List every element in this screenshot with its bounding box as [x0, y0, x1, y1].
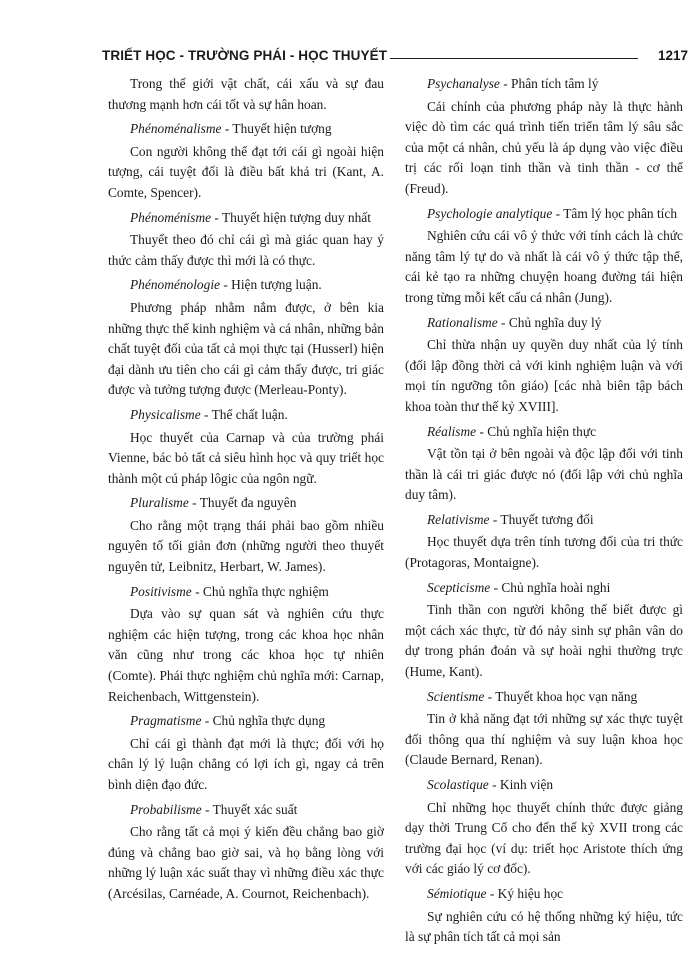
- entry-term: Psychanalyse: [427, 76, 500, 91]
- entry-heading: [108, 119, 384, 140]
- entry-body: Cái chính của phương pháp này là thực hành việc dò tìm các quá trình tiến triển tâm lý sâu sắc của một cá nhân, chủ yếu là áp dụng vào việc điều trị các rối loạn tinh thần và tinh thần - cơ thể (Freud).: [405, 98, 683, 196]
- running-header: [102, 48, 688, 70]
- entry-heading: [405, 74, 683, 95]
- entry-heading: [108, 493, 384, 514]
- entry-separator: -: [484, 688, 496, 704]
- entry-separator: -: [188, 495, 200, 511]
- entry-term: Scepticisme: [427, 579, 491, 595]
- entry-meaning: Thuyết tương đối: [500, 511, 594, 527]
- entry-meaning: Chủ nghĩa thực nghiệm: [202, 583, 329, 599]
- right-column: [405, 74, 683, 964]
- entry-meaning: Thuyết hiện tượng: [232, 121, 332, 137]
- page-number: 1217: [657, 48, 688, 63]
- entry-heading: [405, 313, 683, 334]
- entry-meaning: Kinh viện: [499, 777, 554, 792]
- entry-body: Học thuyết dựa trên tính tương đối của tri thức (Protagoras, Montaigne).: [405, 534, 683, 571]
- entry-body: Nghiên cứu cái vô ý thức với tính cách là chức năng tâm lý tự do và nhất là cái vô ý thức tập thể, cái kẻ tạo ra những chuyện hoang đường tái hiện trong từng mỗi kết cấu cá nhân (Jung).: [405, 228, 683, 305]
- entry-meaning: Thể chất luận.: [211, 406, 288, 422]
- entry-separator: -: [476, 423, 488, 439]
- entry-separator: -: [200, 406, 212, 422]
- entry-heading: [405, 510, 683, 531]
- entry-separator: -: [488, 777, 500, 792]
- entry-meaning: Ký hiệu học: [497, 885, 564, 901]
- entry-heading: [108, 711, 384, 732]
- entry-separator: -: [497, 314, 509, 330]
- entry-meaning: Phân tích tâm lý: [511, 76, 599, 91]
- entry-heading: [405, 884, 683, 905]
- entry-term: Physicalisme: [130, 406, 201, 422]
- entry-separator: -: [499, 76, 512, 91]
- entry-body: Thuyết theo đó chỉ cái gì mà giác quan hay ý thức cảm thấy được thì mới là có thực.: [108, 232, 384, 268]
- entry-term: Relativisme: [427, 511, 490, 527]
- entry-body: Vật tồn tại ở bên ngoài và độc lập đối với tinh thần là cái tri giác được nó (đối lập với chủ nghĩa duy tâm).: [405, 446, 683, 503]
- entry-separator: -: [191, 583, 203, 599]
- entry-meaning: Thuyết xác suất: [212, 801, 298, 817]
- entry-meaning: Chủ nghĩa hiện thực: [487, 423, 597, 439]
- entry-term: Rationalisme: [427, 314, 498, 330]
- entry-body: Chỉ thừa nhận uy quyền duy nhất của lý tính (đối lập đồng thời cả với kinh nghiệm luận và với mọi tín ngưỡng tôn giáo) [các nhà biên tập bách khoa toàn thư thế kỷ XVIII].: [405, 337, 683, 414]
- entry-heading: [108, 800, 384, 821]
- entry-term: Positivisme: [130, 583, 192, 599]
- entry-term: Réalisme: [427, 423, 477, 439]
- entry-body: Chỉ những học thuyết chính thức được giảng dạy thời Trung Cổ cho đến thế kỷ XVII trong các trường đại học (ví dụ: triết học Aristote thích ứng với các giáo lý cơ đốc).: [405, 799, 683, 877]
- entry-heading: [405, 687, 683, 708]
- entry-meaning: Chủ nghĩa duy lý: [508, 314, 602, 330]
- entry-body: Cho rằng tất cả mọi ý kiến đều chẳng bao giờ đúng và chẳng bao giờ sai, và họ bằng lòng với những lý luận xác suất thay vì những điều xác thực (Arcésilas, Carnéade, A. Cournot, Reichenbach).: [108, 824, 384, 901]
- entry-body: Trong thế giới vật chất, cái xấu và sự đau thương mạnh hơn cái tốt và sự hân hoan.: [108, 76, 384, 112]
- entry-body: Học thuyết của Carnap và của trường phái Vienne, bác bỏ tất cả siêu hình học và quy triết học thành một cú pháp lôgic của ngôn ngữ.: [108, 429, 384, 486]
- entry-term: Phénoménalisme: [130, 121, 222, 137]
- entry-term: Probabilisme: [130, 801, 202, 817]
- entry-body: Con người không thể đạt tới cái gì ngoài hiện tượng, cái tuyệt đối là điều bất khả tri (Kant, A. Comte, Spencer).: [108, 143, 384, 200]
- running-header-title: TRIẾT HỌC - TRƯỜNG PHÁI - HỌC THUYẾT: [102, 48, 388, 63]
- entry-separator: -: [552, 205, 564, 221]
- left-column: [108, 74, 384, 964]
- entry-term: Pluralisme: [130, 495, 189, 511]
- entry-body: Dựa vào sự quan sát và nghiên cứu thực nghiệm các hiện tượng, trong các khoa học nhân văn cũng như trong các khoa học tự nhiên (Comte). Phái thực nghiệm chủ nghĩa mới: Carnap, Reichenbach, Wittgenstein).: [108, 606, 384, 704]
- entry-body: Chỉ cái gì thành đạt mới là thực; đối với họ chân lý lý luận chẳng có lợi ích gì, ngay cả trên bình diện đạo đức.: [108, 735, 384, 792]
- entry-term: Phénoménologie: [130, 277, 220, 293]
- entry-separator: -: [201, 801, 213, 817]
- entry-body: Phương pháp nhằm nắm được, ở bên kia những thực thể kinh nghiệm và cá nhân, những bản chất tuyệt đối của tất cả mọi thực tại (Husserl) hiện đại dành ưu tiên cho cái gì cảm thấy được, tri giác được và tưởng tượng được (Merleau-Ponty).: [108, 299, 384, 398]
- entry-term: Scientisme: [427, 688, 485, 704]
- entry-term: Psychologie analytique: [427, 205, 553, 221]
- entry-meaning: Thuyết hiện tượng duy nhất: [222, 209, 371, 225]
- entry-meaning: Tâm lý học phân tích: [563, 205, 678, 221]
- entry-heading: [405, 578, 683, 599]
- entry-term: Sémiotique: [427, 885, 487, 901]
- entry-body: Cho rằng một trạng thái phải bao gồm nhiều nguyên tố tối giản đơn (những người theo thuyết nguyên tử, Leibnitz, Herbart, W. James).: [108, 517, 384, 575]
- entry-separator: -: [490, 579, 502, 595]
- entry-heading: [108, 405, 384, 426]
- entry-separator: -: [211, 209, 222, 225]
- entry-body: Tin ở khả năng đạt tới những sự xác thực tuyệt đối thông qua thí nghiệm và suy luận khoa học (Claude Bernard, Renan).: [405, 711, 683, 768]
- entry-heading: [405, 775, 683, 796]
- entry-separator: -: [489, 511, 501, 527]
- entry-separator: -: [221, 121, 233, 137]
- entry-term: Pragmatisme: [130, 713, 202, 729]
- entry-term: Phénoménisme: [130, 209, 212, 225]
- entry-term: Scolastique: [427, 777, 489, 792]
- entry-meaning: Thuyết đa nguyên: [199, 495, 297, 511]
- entry-meaning: Hiện tượng luận.: [231, 277, 322, 293]
- entry-heading: [108, 275, 384, 296]
- entry-separator: -: [486, 885, 498, 901]
- entry-body: Sự nghiên cứu có hệ thống những ký hiệu, tức là sự phân tích tất cả mọi sản: [405, 908, 683, 945]
- header-rule: [390, 58, 638, 59]
- entry-body: Tinh thần con người không thể biết được gì một cách xác thực, từ đó nảy sinh sự phân vân do dự trong phán đoán và sự hoài nghi thường trực (Hume, Kant).: [405, 602, 683, 680]
- entry-separator: -: [220, 277, 232, 293]
- entry-separator: -: [201, 713, 213, 729]
- entry-heading: [405, 422, 683, 443]
- entry-meaning: Chủ nghĩa thực dụng: [212, 713, 326, 729]
- entry-meaning: Chủ nghĩa hoài nghi: [501, 579, 611, 595]
- entry-heading: [108, 582, 384, 603]
- entry-heading: [405, 204, 683, 225]
- entry-heading: [108, 208, 384, 229]
- entry-meaning: Thuyết khoa học vạn năng: [495, 688, 638, 704]
